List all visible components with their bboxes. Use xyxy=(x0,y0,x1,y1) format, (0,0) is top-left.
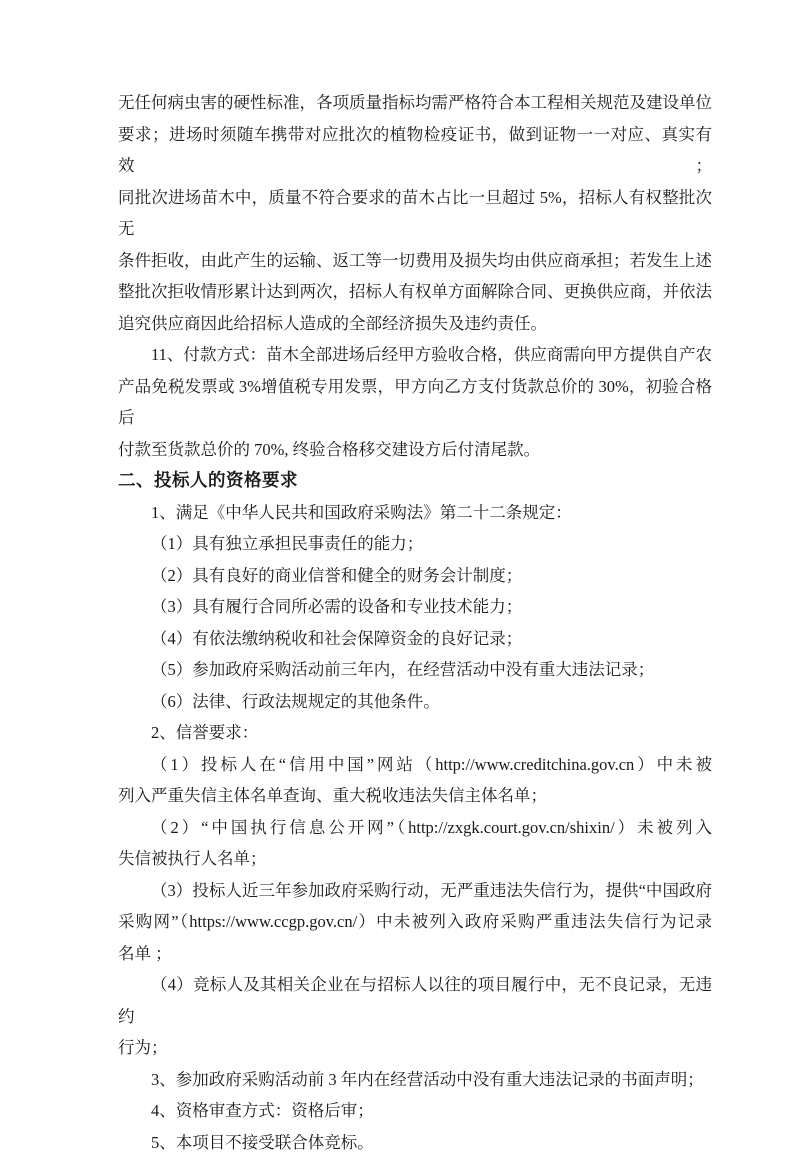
item-1-sub-1 xyxy=(118,528,712,560)
item-1-sub-6 xyxy=(118,686,712,718)
item-2-sub-2-line-1: （2）“中国执行信息公开网”（http://zxgk.court.gov.cn/shixin/）未被列入 xyxy=(118,812,712,844)
item-1-sub-3 xyxy=(118,591,712,623)
item-1-law-requirements-line-1: 1、满足《中华人民共和国政府采购法》第二十二条规定： xyxy=(118,497,712,529)
item-1-sub-2-line-1: （2）具有良好的商业信誉和健全的财务会计制度； xyxy=(118,560,712,592)
item-2-sub-4-line-2: 行为； xyxy=(118,1032,712,1064)
item-1-law-requirements xyxy=(118,497,712,529)
item-4-qualification-review-line-1: 4、资格审查方式：资格后审； xyxy=(118,1095,712,1127)
document-page-content xyxy=(118,87,712,1158)
para-payment-terms-line-3: 付款至货款总价的 70%, 终验合格移交建设方后付清尾款。 xyxy=(118,434,712,466)
item-1-sub-2 xyxy=(118,560,712,592)
para-payment-terms-line-2: 产品免税发票或 3%增值税专用发票，甲方向乙方支付货款总价的 30%，初验合格后 xyxy=(118,371,712,434)
item-2-sub-1 xyxy=(118,749,712,812)
para-quality-standards-line-2: 要求；进场时须随车携带对应批次的植物检疫证书，做到证物一一对应、真实有效； xyxy=(118,119,712,182)
item-1-sub-1-line-1: （1）具有独立承担民事责任的能力； xyxy=(118,528,712,560)
para-quality-standards-line-1: 无任何病虫害的硬性标准，各项质量指标均需严格符合本工程相关规范及建设单位 xyxy=(118,87,712,119)
para-quality-standards-line-4: 条件拒收，由此产生的运输、返工等一切费用及损失均由供应商承担；若发生上述 xyxy=(118,245,712,277)
item-1-sub-4 xyxy=(118,623,712,655)
item-2-sub-3-line-3: 名单 ； xyxy=(118,938,712,970)
para-quality-standards xyxy=(118,87,712,339)
item-2-sub-3-line-1: （3）投标人近三年参加政府采购行动，无严重违法失信行为，提供“中国政府 xyxy=(118,875,712,907)
para-quality-standards-line-5: 整批次拒收情形累计达到两次，招标人有权单方面解除合同、更换供应商，并依法 xyxy=(118,276,712,308)
para-payment-terms-line-1: 11、付款方式：苗木全部进场后经甲方验收合格，供应商需向甲方提供自产农 xyxy=(118,339,712,371)
item-4-qualification-review xyxy=(118,1095,712,1127)
item-2-sub-4-line-1: （4）竞标人及其相关企业在与招标人以往的项目履行中，无不良记录，无违约 xyxy=(118,969,712,1032)
item-2-sub-1-line-2: 列入严重失信主体名单查询、重大税收违法失信主体名单； xyxy=(118,780,712,812)
item-2-credit-requirements xyxy=(118,717,712,749)
item-1-sub-6-line-1: （6）法律、行政法规规定的其他条件。 xyxy=(118,686,712,718)
para-quality-standards-line-3: 同批次进场苗木中，质量不符合要求的苗木占比一旦超过 5%，招标人有权整批次无 xyxy=(118,182,712,245)
item-3-declaration xyxy=(118,1064,712,1096)
para-quality-standards-line-6: 追究供应商因此给招标人造成的全部经济损失及违约责任。 xyxy=(118,308,712,340)
para-payment-terms xyxy=(118,339,712,465)
item-2-sub-4 xyxy=(118,969,712,1064)
item-2-sub-3 xyxy=(118,875,712,970)
heading-bidder-qualification xyxy=(118,465,712,497)
item-2-sub-2-line-2: 失信被执行人名单； xyxy=(118,843,712,875)
item-1-sub-3-line-1: （3）具有履行合同所必需的设备和专业技术能力； xyxy=(118,591,712,623)
item-2-sub-2 xyxy=(118,812,712,875)
item-3-declaration-line-1: 3、参加政府采购活动前 3 年内在经营活动中没有重大违法记录的书面声明； xyxy=(118,1064,712,1096)
item-1-sub-5 xyxy=(118,654,712,686)
heading-bidder-qualification-line-1: 二、投标人的资格要求 xyxy=(118,465,712,497)
item-1-sub-5-line-1: （5）参加政府采购活动前三年内，在经营活动中没有重大违法记录； xyxy=(118,654,712,686)
item-2-credit-requirements-line-1: 2、信誉要求： xyxy=(118,717,712,749)
item-2-sub-1-line-1: （1）投标人在“信用中国”网站（http://www.creditchina.gov.cn）中未被 xyxy=(118,749,712,781)
item-2-sub-3-line-2: 采购网”（https://www.ccgp.gov.cn/）中未被列入政府采购严重违法失信行为记录 xyxy=(118,906,712,938)
item-1-sub-4-line-1: （4）有依法缴纳税收和社会保障资金的良好记录； xyxy=(118,623,712,655)
item-5-no-consortium-line-1: 5、本项目不接受联合体竞标。 xyxy=(118,1127,712,1158)
item-5-no-consortium xyxy=(118,1127,712,1158)
